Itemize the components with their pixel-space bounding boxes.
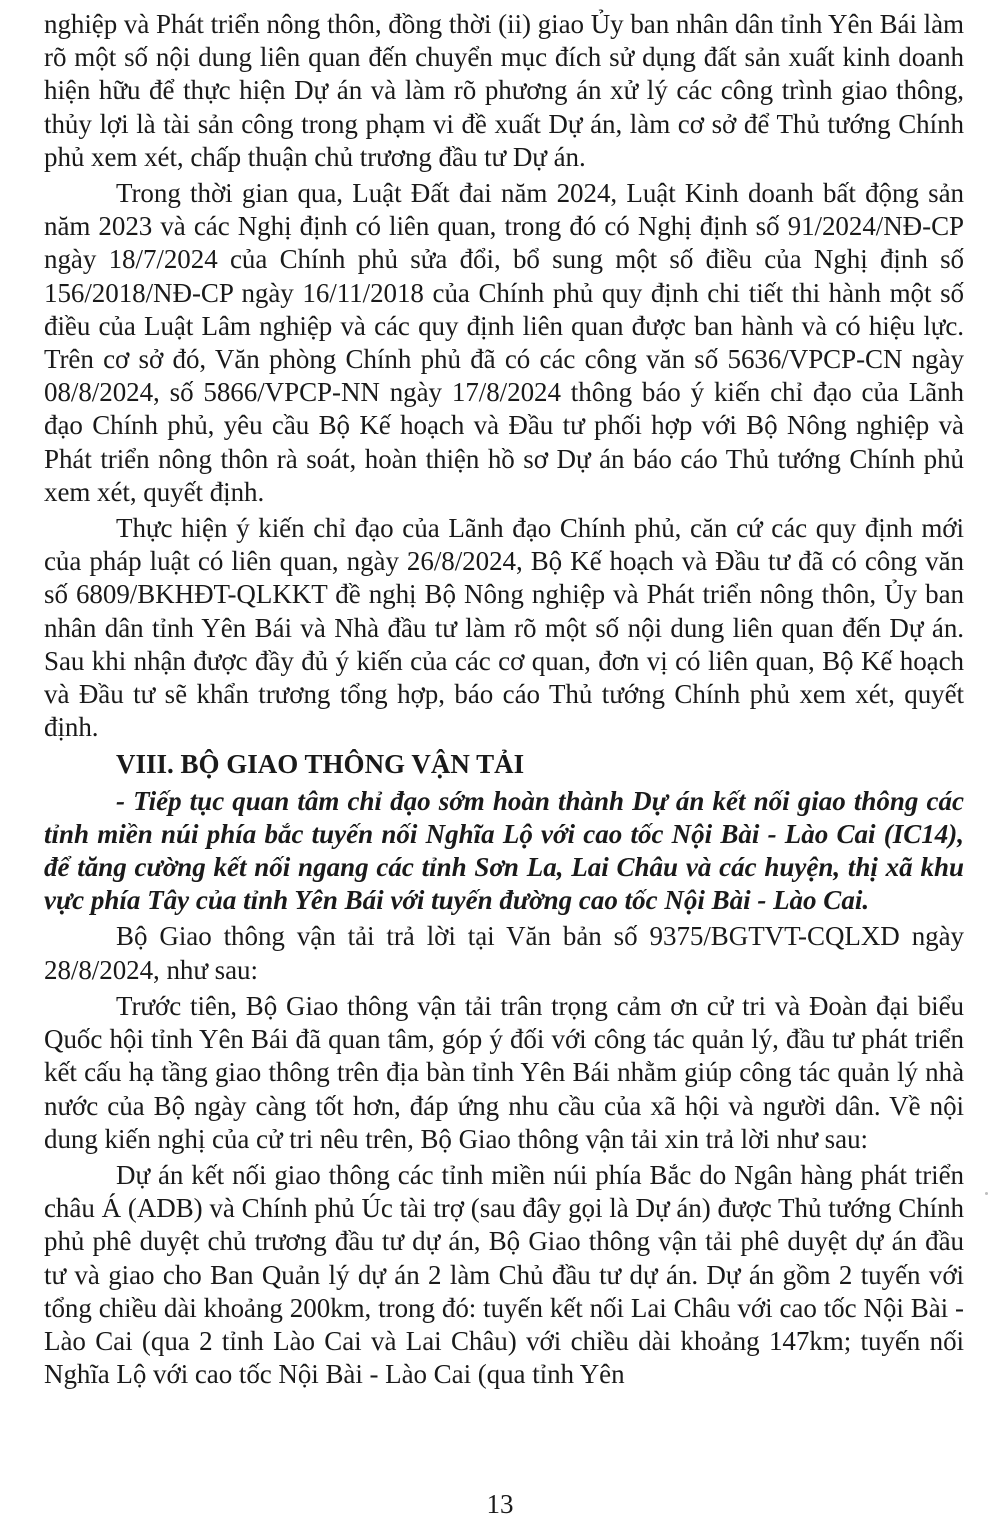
paragraph-response-reference: Bộ Giao thông vận tải trả lời tại Văn bản số 9375/BGTVT-CQLXD ngày 28/8/2024, như sau: (44, 921, 964, 985)
paragraph-thanks: Trước tiên, Bộ Giao thông vận tải trân trọng cảm ơn cử tri và Đoàn đại biểu Quốc hội tỉnh Yên Bái đã quan tâm, góp ý đối với công tác quản lý, đầu tư phát triển kết cấu hạ tầng giao thông trên địa bàn tỉnh Yên Bái nhằm giúp công tác quản lý nhà nước của Bộ ngày càng tốt hơn, đáp ứng nhu cầu của xã hội và người dân. Về nội dung kiến nghị của cử tri nêu trên, Bộ Giao thông vận tải xin trả lời như sau: (44, 990, 964, 1154)
paragraph-ministry-action: Thực hiện ý kiến chỉ đạo của Lãnh đạo Chính phủ, căn cứ các quy định mới của pháp luật có liên quan, ngày 26/8/2024, Bộ Kế hoạch và Đầu tư đã có công văn số 6809/BKHĐT-QLKKT đề nghị Bộ Nông nghiệp và Phát triển nông thôn, Ủy ban nhân dân tỉnh Yên Bái và Nhà đầu tư làm rõ một số nội dung liên quan đến Dự án. Sau khi nhận được đầy đủ ý kiến của các cơ quan, đơn vị có liên quan, Bộ Kế hoạch và Đầu tư sẽ khẩn trương tổng hợp, báo cáo Thủ tướng Chính phủ xem xét, quyết định. (44, 513, 964, 743)
scan-speck (985, 1192, 988, 1195)
page-number: 13 (486, 1489, 514, 1519)
paragraph-continuation: nghiệp và Phát triển nông thôn, đồng thời (ii) giao Ủy ban nhân dân tỉnh Yên Bái làm rõ một số nội dung liên quan đến chuyển mục đích sử dụng đất sản xuất kinh doanh hiện hữu để thực hiện Dự án và làm rõ phương án xử lý các công trình giao thông, thủy lợi là tài sản công trong phạm vi đề xuất Dự án, làm cơ sở để Thủ tướng Chính phủ xem xét, chấp thuận chủ trương đầu tư Dự án. (44, 9, 964, 172)
document-page (44, 8, 964, 1391)
voter-petition: - Tiếp tục quan tâm chỉ đạo sớm hoàn thành Dự án kết nối giao thông các tỉnh miền núi phía bắc tuyến nối Nghĩa Lộ với cao tốc Nội Bài - Lào Cai (IC14), để tăng cường kết nối ngang các tỉnh Sơn La, Lai Châu và các huyện, thị xã khu vực phía Tây của tỉnh Yên Bái với tuyến đường cao tốc Nội Bài - Lào Cai. (44, 785, 964, 916)
section-heading: VIII. BỘ GIAO THÔNG VẬN TẢI (116, 749, 525, 780)
paragraph-project-description: Dự án kết nối giao thông các tỉnh miền núi phía Bắc do Ngân hàng phát triển châu Á (ADB) và Chính phủ Úc tài trợ (sau đây gọi là Dự án) được Thủ tướng Chính phủ phê duyệt chủ trương đầu tư dự án, Bộ Giao thông vận tải phê duyệt dự án đầu tư và giao cho Ban Quản lý dự án 2 làm Chủ đầu tư dự án. Dự án gồm 2 tuyến với tổng chiều dài khoảng 200km, trong đó: tuyến kết nối Lai Châu với cao tốc Nội Bài - Lào Cai (qua 2 tỉnh Lào Cai và Lai Châu) với chiều dài khoảng 147km; tuyến nối Nghĩa Lộ với cao tốc Nội Bài - Lào Cai (qua tỉnh Yên (44, 1159, 964, 1390)
paragraph-legal-updates: Trong thời gian qua, Luật Đất đai năm 2024, Luật Kinh doanh bất động sản năm 2023 và các Nghị định có liên quan, trong đó có Nghị định số 91/2024/NĐ-CP ngày 18/7/2024 của Chính phủ sửa đổi, bổ sung một số điều của Nghị định số 156/2018/NĐ-CP ngày 16/11/2018 của Chính phủ quy định chi tiết thi hành một số điều của Luật Lâm nghiệp và các quy định liên quan được ban hành và có hiệu lực. Trên cơ sở đó, Văn phòng Chính phủ đã có các công văn số 5636/VPCP-CN ngày 08/8/2024, số 5866/VPCP-NN ngày 17/8/2024 thông báo ý kiến chỉ đạo của Lãnh đạo Chính phủ, yêu cầu Bộ Kế hoạch và Đầu tư phối hợp với Bộ Nông nghiệp và Phát triển nông thôn rà soát, hoàn thiện hồ sơ Dự án báo cáo Thủ tướng Chính phủ xem xét, quyết định. (44, 178, 964, 507)
